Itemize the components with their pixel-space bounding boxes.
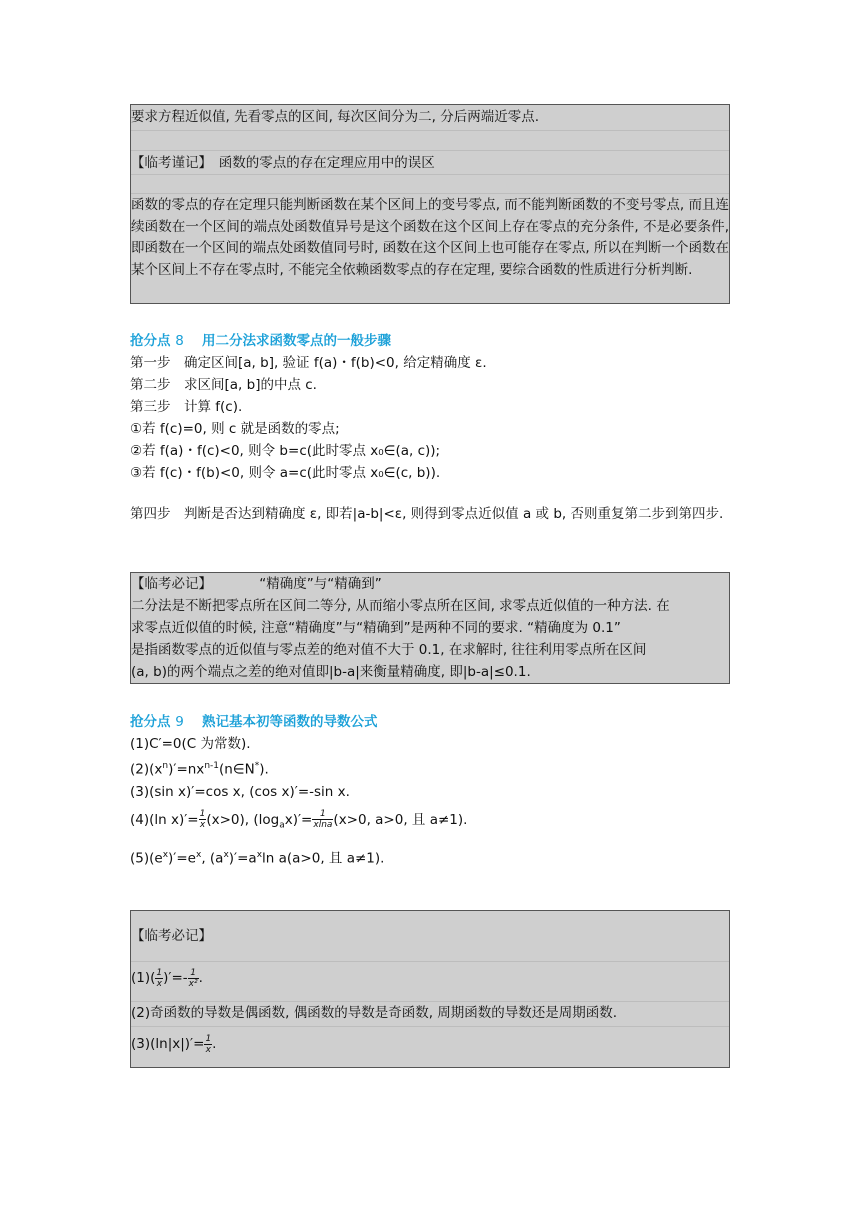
step-line: ②若 f(a)・f(c)<0, 则令 b=c(此时零点 x₀∈(a, c)); xyxy=(130,443,441,459)
fraction: $\frac{1}{x}$ xyxy=(156,967,163,989)
step-line: ③若 f(c)・f(b)<0, 则令 a=c(此时零点 x₀∈(c, b)). xyxy=(130,465,441,481)
box-line: 二分法是不断把零点所在区间二等分, 从而缩小零点所在区间, 求零点近似值的一种方法. 在 xyxy=(131,598,670,614)
step-line: 第三步 计算 f(c). xyxy=(130,399,243,415)
step-line: 第一步 确定区间[a, b], 验证 f(a)・f(b)<0, 给定精确度 ε. xyxy=(130,355,487,371)
box-line: 求零点近似值的时候, 注意“精确度”与“精确到”是两种不同的要求. “精确度为 0.1” xyxy=(131,620,621,636)
divider xyxy=(131,961,729,962)
box-title: 【临考必记】 “精确度”与“精确到” xyxy=(131,576,382,592)
formula-4: (4)(ln x)′= $\frac{1}{x}$ (x>0), $(\log_ax)'=$ $\frac{1}{xlna}$ (x>0, a>0, 且 a≠1). xyxy=(130,809,468,831)
note-box-precision xyxy=(130,572,730,684)
section-number: 8 xyxy=(175,333,184,349)
fraction: $\frac{1}{xlna}$ xyxy=(313,809,333,830)
step-line: 第二步 求区间[a, b]的中点 c. xyxy=(130,377,317,393)
section-label: 抢分点 xyxy=(130,333,171,349)
box-line: (a, b)的两个端点之差的绝对值即|b-a|来衡量精确度, 即|b-a|≤0.1. xyxy=(131,664,531,680)
step-four: 第四步 判断是否达到精确度 ε, 即若|a-b|<ε, 则得到零点近似值 a 或 b, 否则重复第二步到第四步. xyxy=(130,506,724,522)
step-line: ①若 f(c)=0, 则 c 就是函数的零点; xyxy=(130,421,340,437)
fraction: $\frac{1}{x}$ xyxy=(205,1033,212,1055)
fraction: $\frac{1}{\text{x²}}$ xyxy=(188,967,198,989)
section-title: 用二分法求函数零点的一般步骤 xyxy=(202,333,391,349)
fraction: $\frac{1}{x}$ xyxy=(199,809,206,830)
divider xyxy=(131,130,729,131)
box-body: 函数的零点的存在定理只能判断函数在某个区间上的变号零点, 而不能判断函数的不变号零点, 而且连续函数在一个区间的端点处函数值异号是这个函数在这个区间上存在零点的充分条件, 不是必要条件, 即函数在一个区间的端点处函数值同号时, 函数在这个区间上也可能存在零点, 所以在判断一个函数在某个区间上不存在零点时, 不能完全依赖函数零点的存在定理, 要综合函数的性质进行分析判断. xyxy=(131,197,729,278)
divider xyxy=(131,1026,729,1027)
section-number: 9 xyxy=(175,714,184,730)
divider xyxy=(131,174,729,175)
note-box-zero-theorem xyxy=(130,104,730,304)
section-heading xyxy=(130,330,730,352)
formula-5: $(5)(e^x)'=e^x$, $(a^x)'=a^x\ln$ a(a>0, 且 a≠1). xyxy=(130,850,385,867)
divider xyxy=(131,193,729,194)
box-title: 【临考必记】 xyxy=(131,928,212,944)
section-heading xyxy=(130,711,730,733)
formula-3: (3)(sin x)′=cos x, (cos x)′=-sin x. xyxy=(130,783,350,800)
box-title: 【临考谨记】 函数的零点的存在定理应用中的误区 xyxy=(131,155,435,171)
formula-1: (1)C′=0(C 为常数). xyxy=(130,736,251,752)
box-line-2: (2)奇函数的导数是偶函数, 偶函数的导数是奇函数, 周期函数的导数还是周期函数. xyxy=(131,1005,618,1021)
section-title: 熟记基本初等函数的导数公式 xyxy=(202,714,378,730)
formula-2: $(2)(x^n)'=nx^{n-1}(n\in N^*)$. xyxy=(130,761,269,778)
divider xyxy=(131,150,729,151)
section-9 xyxy=(130,711,730,870)
box-line: 是指函数零点的近似值与零点差的绝对值不大于 0.1, 在求解时, 往往利用零点所在区间 xyxy=(131,642,647,658)
box-line: 要求方程近似值, 先看零点的区间, 每次区间分为二, 分后两端近零点. xyxy=(131,109,540,125)
note-box-derivatives xyxy=(130,910,730,1068)
section-label: 抢分点 xyxy=(130,714,171,730)
section-8 xyxy=(130,330,730,526)
box-line-1: (1)( $\frac{1}{x}$ )′=- $\frac{1}{\text{x²}}$ . xyxy=(131,967,203,989)
box-line-3: (3)(ln|x|)′= $\frac{1}{x}$ . xyxy=(131,1033,217,1055)
